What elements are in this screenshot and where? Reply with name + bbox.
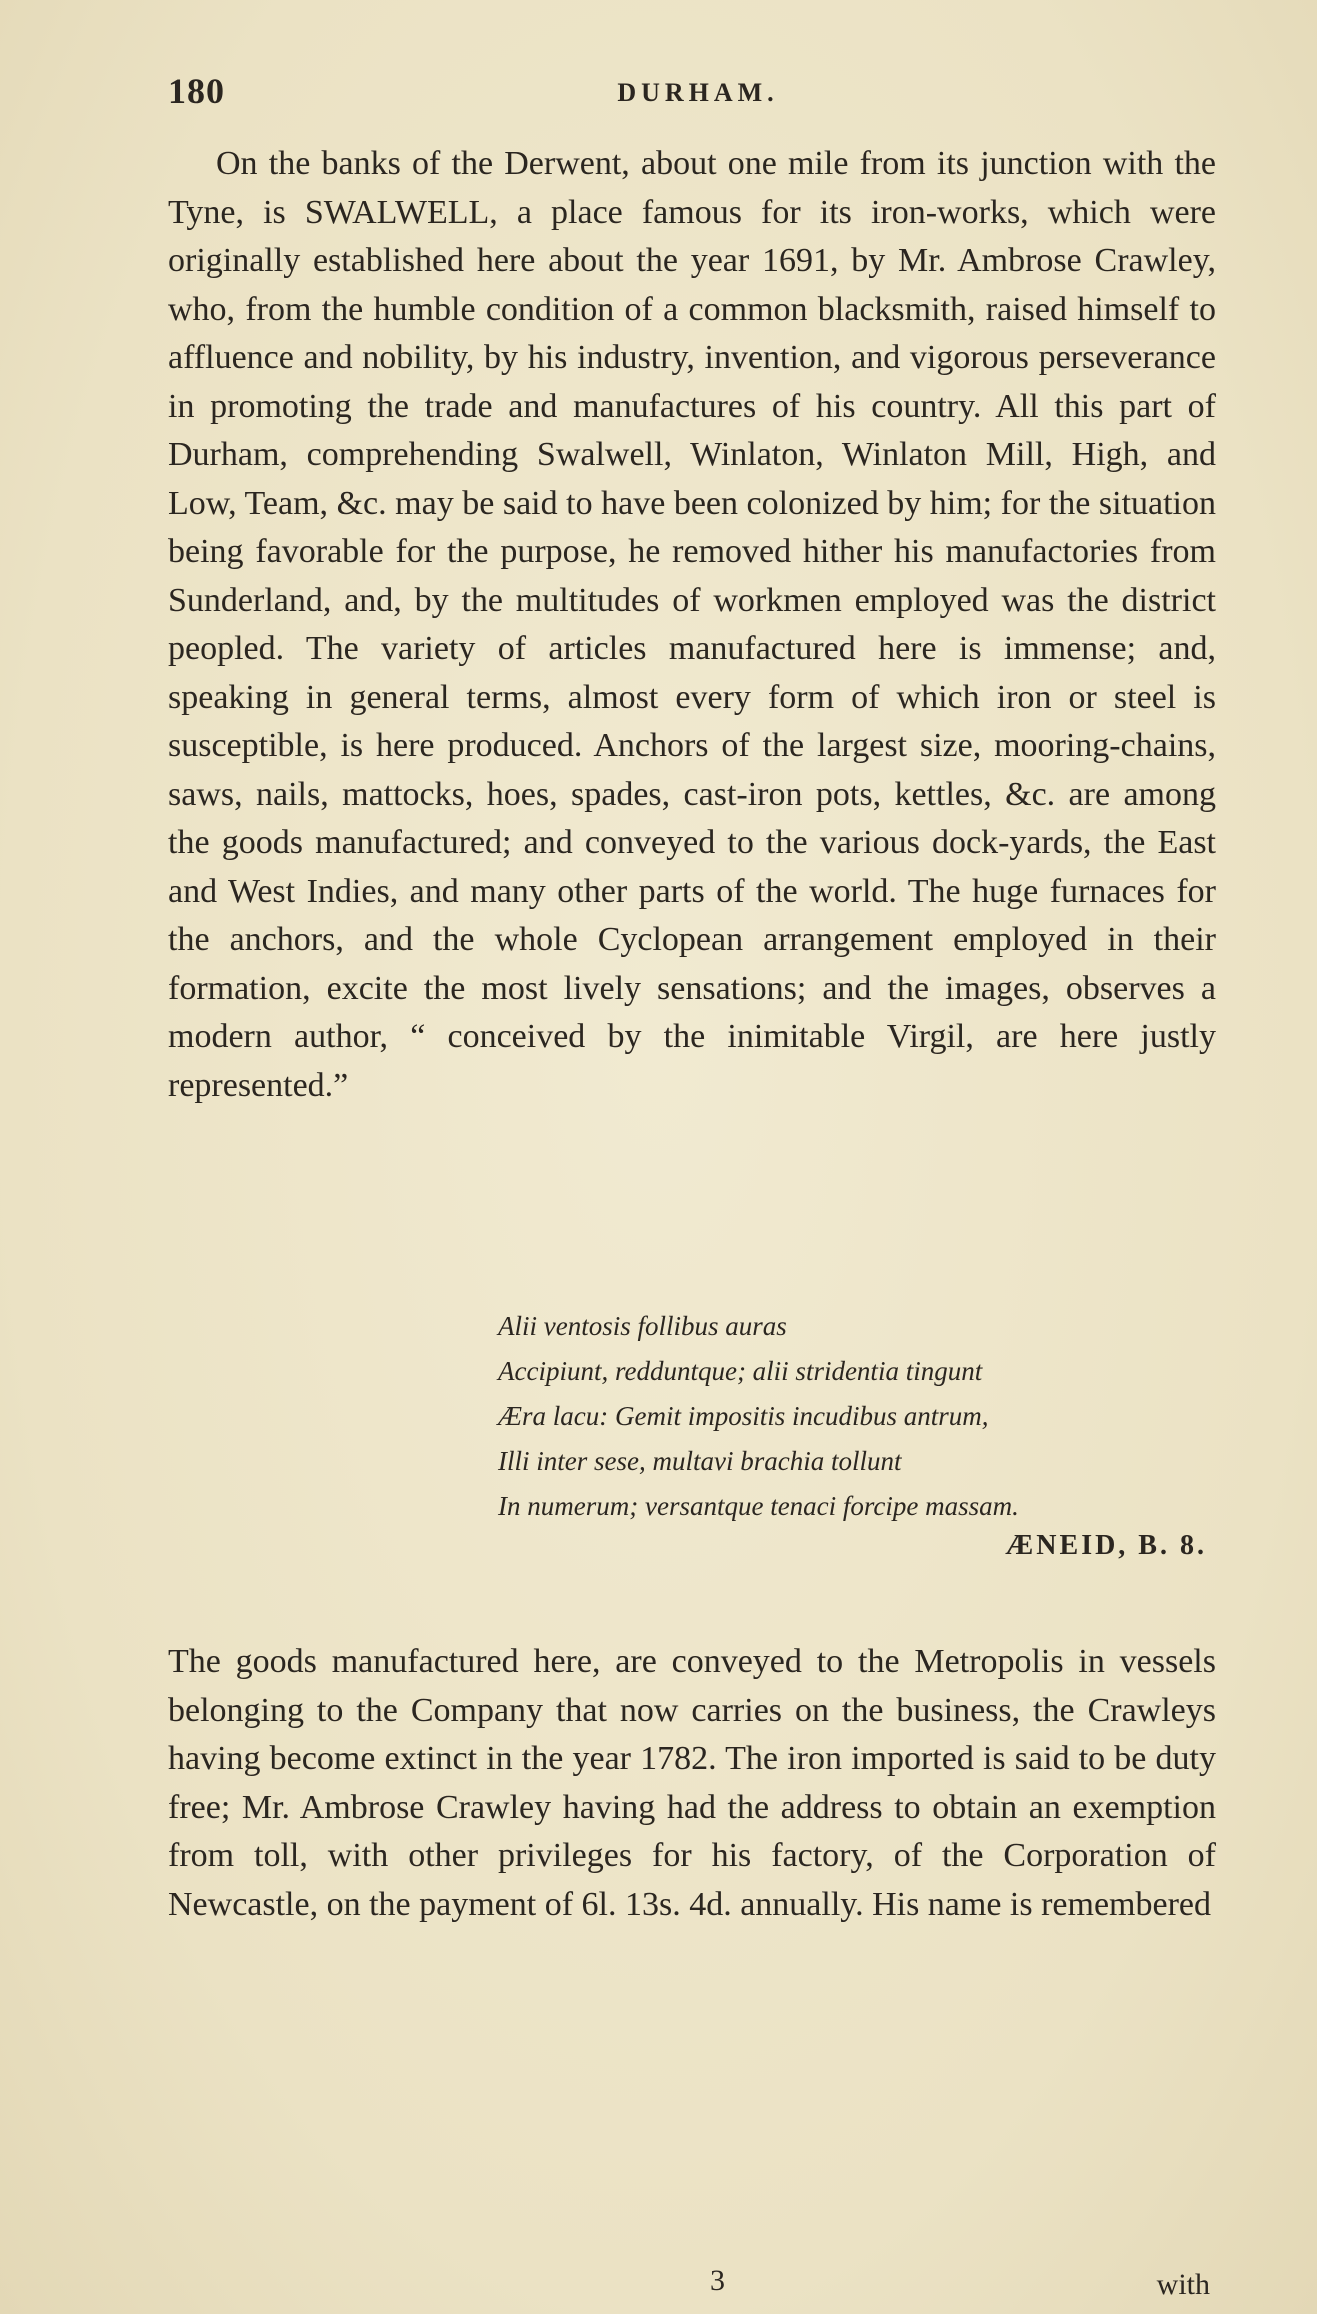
paragraph-goods-conveyed: The goods manufactured here, are conveyed to the Metropolis in vessels belonging to the Company that now carries on the business, the Crawleys having become extinct in the year 1782. The iron imported is said to be duty free; Mr. Ambrose Crawley having had the address to obtain an exemption from toll, with other privileges for his factory, of the Corporation of Newcastle, on the payment of 6l. 13s. 4d. annually. His name is remembered xyxy=(168,1643,1216,1923)
paragraph-swalwell: On the banks of the Derwent, about one mile from its junction with the Tyne, is SWALWELL, a place famous for its iron-works, which were originally established here about the year 1691, by Mr. Ambrose Crawley, who, from the humble condition of a common blacksmith, raised himself to affluence and nobility, by his industry, invention, and vigorous perseverance in promoting the trade and manufactures of his country. All this part of Durham, comprehending Swalwell, Winlaton, Winlaton Mill, High, and Low, Team, &c. may be said to have been colonized by him; for the situation being favorable for the purpose, he removed hither his manufactories from Sunderland, and, by the multitudes of workmen employed was the district peopled. The variety of articles manufactured here is immense; and, speaking in general terms, almost every form of which iron or steel is susceptible, is here produced. Anchors of the largest size, mooring-chains, saws, nails, mattocks, hoes, spades, cast-iron pots, kettles, &c. are among the goods manufactured; and conveyed to the various dock-yards, the East and West Indies, and many other parts of the world. The huge furnaces for the anchors, and the whole Cyclopean arrangement employed in their formation, excite the most lively sensations; and the images, observes a modern author, “ conceived by the inimitable Virgil, are here justly represented.” xyxy=(168,145,1216,1104)
verse-line: In numerum; versantque tenaci forcipe massam. xyxy=(498,1491,1019,1521)
page-footer xyxy=(168,2264,1216,2304)
signature-mark: 3 xyxy=(710,2264,725,2297)
latin-verse-quote xyxy=(498,1304,1218,1529)
verse-line: Illi inter sese, multavi brachia tollunt xyxy=(498,1446,902,1476)
verse-line: Æra lacu: Gemit impositis incudibus antrum, xyxy=(498,1401,989,1431)
page-number: 180 xyxy=(168,71,225,111)
page-header xyxy=(168,70,1228,120)
running-head: DURHAM. xyxy=(617,78,779,107)
verse-line: Alii ventosis follibus auras xyxy=(498,1311,787,1341)
catchword: with xyxy=(1156,2268,1210,2301)
verse-line: Accipiunt, redduntque; alii stridentia tingunt xyxy=(498,1356,983,1386)
verse-citation: ÆNEID, B. 8. xyxy=(1005,1530,1207,1561)
